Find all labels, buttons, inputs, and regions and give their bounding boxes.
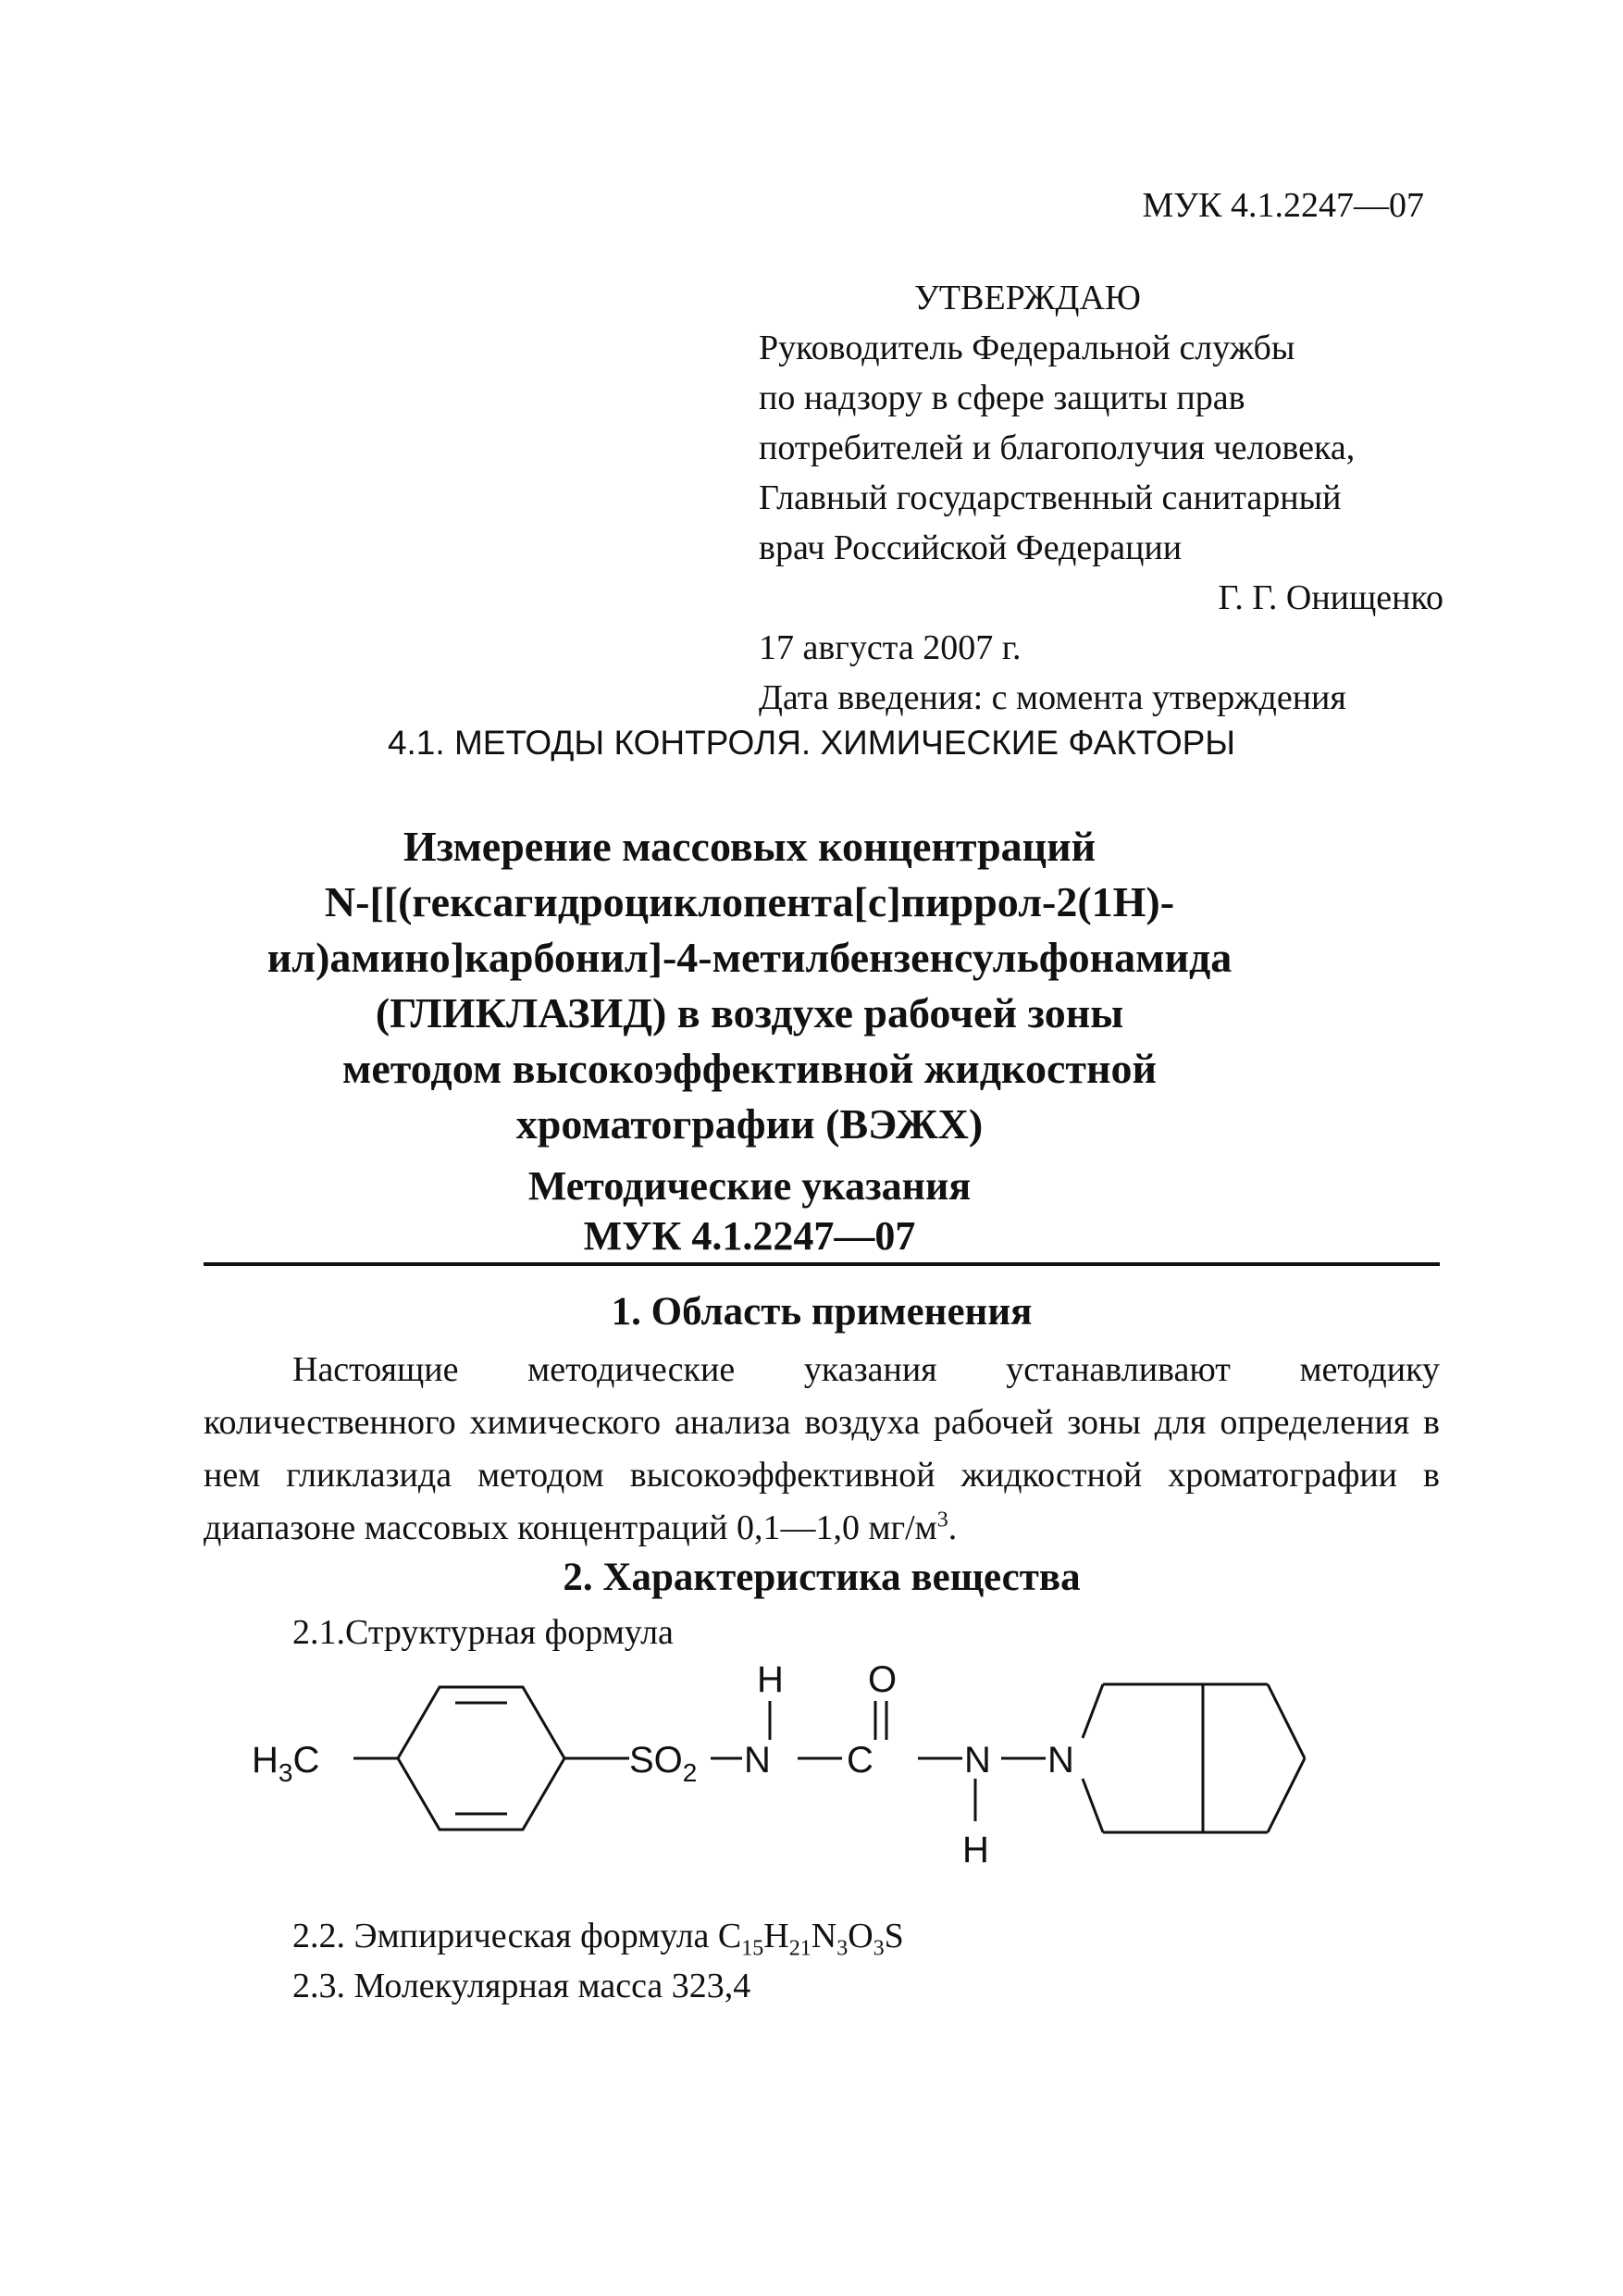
- structural-formula-diagram: [250, 1647, 1360, 1897]
- guide-block: [231, 1161, 1268, 1261]
- unit-exponent: 3: [936, 1508, 948, 1533]
- title-line: Измерение массовых концентраций: [403, 823, 1096, 870]
- approval-heading: УТВЕРЖДАЮ: [914, 279, 1141, 317]
- atom-n1: N: [744, 1740, 771, 1781]
- atom-h-bottom: H: [962, 1830, 989, 1870]
- title-line: хроматографии (ВЭЖХ): [515, 1100, 984, 1148]
- approval-block: [759, 273, 1443, 723]
- atom-h-top: H: [757, 1659, 784, 1700]
- approval-line: Главный государственный санитарный: [759, 478, 1342, 517]
- atom-c: C: [847, 1740, 873, 1781]
- approval-line: по надзору в сфере защиты прав: [759, 379, 1245, 417]
- section-2-title: 2. Характеристика вещества: [563, 1556, 1081, 1599]
- item-empirical-formula: 2.2. Эмпирическая формула $C_{15}H_{21}N_3O_3S$: [292, 1917, 904, 1961]
- guide-type: Методические указания: [527, 1163, 972, 1209]
- effective-date: Дата введения: с момента утверждения: [759, 678, 1346, 717]
- approval-line: потребителей и благополучия человека,: [759, 428, 1356, 467]
- approval-line: врач Российской Федерации: [759, 528, 1183, 567]
- methyl-group: $H_3C$: [252, 1740, 320, 1787]
- section-1-text: Настоящие методические указания устанавливают методику количественного химического анализа воздуха рабочей зоны для определения в нем гликлазида методом высокоэффективной жидкостной хроматографии в диапазоне массовых концентраций 0,1—1,0 мг/м: [204, 1350, 1440, 1547]
- title-line: (ГЛИКЛАЗИД) в воздухе рабочей зоны: [375, 989, 1124, 1036]
- guide-code: МУК 4.1.2247—07: [583, 1213, 916, 1259]
- section-1-paragraph: Настоящие методические указания устанавливают методику количественного химического анализа воздуха рабочей зоны для определения в нем гликлазида методом высокоэффективной жидкостной хроматографии в диапазоне массовых концентраций 0,1—1,0 $мг/м^3$.: [204, 1350, 1440, 1547]
- atom-o: O: [868, 1659, 898, 1700]
- signatory-name: Г. Г. Онищенко: [1218, 578, 1443, 617]
- empirical-formula: $C_{15}H_{21}N_3O_3S$: [717, 1917, 904, 1961]
- atom-n2: N: [964, 1740, 991, 1781]
- item-molecular-mass: 2.3. Молекулярная масса 323,4: [292, 1967, 751, 2005]
- atom-n3: N: [1047, 1740, 1074, 1781]
- sulfonyl-group: $SO_2$: [629, 1740, 698, 1787]
- document-title: [231, 819, 1268, 1152]
- document-code: МУК 4.1.2247—07: [1142, 186, 1424, 225]
- approval-line: Руководитель Федеральной службы: [759, 329, 1295, 367]
- title-line: N-[[(гексагидроциклопента[c]пиррол-2(1H)-: [324, 878, 1175, 925]
- section-1-title: 1. Область применения: [611, 1290, 1033, 1334]
- section-header: 4.1. МЕТОДЫ КОНТРОЛЯ. ХИМИЧЕСКИЕ ФАКТОРЫ: [387, 724, 1236, 762]
- item-structural-formula: 2.1.Структурная формула: [292, 1613, 674, 1652]
- structure-bonds: [353, 1684, 1305, 1832]
- horizontal-rule: [204, 1262, 1440, 1266]
- benzene-ring: [398, 1687, 564, 1830]
- title-line: методом высокоэффективной жидкостной: [342, 1045, 1157, 1092]
- approval-date: 17 августа 2007 г.: [759, 628, 1022, 667]
- title-line: ил)амино]карбонил]-4-метилбензенсульфонамида: [266, 934, 1233, 981]
